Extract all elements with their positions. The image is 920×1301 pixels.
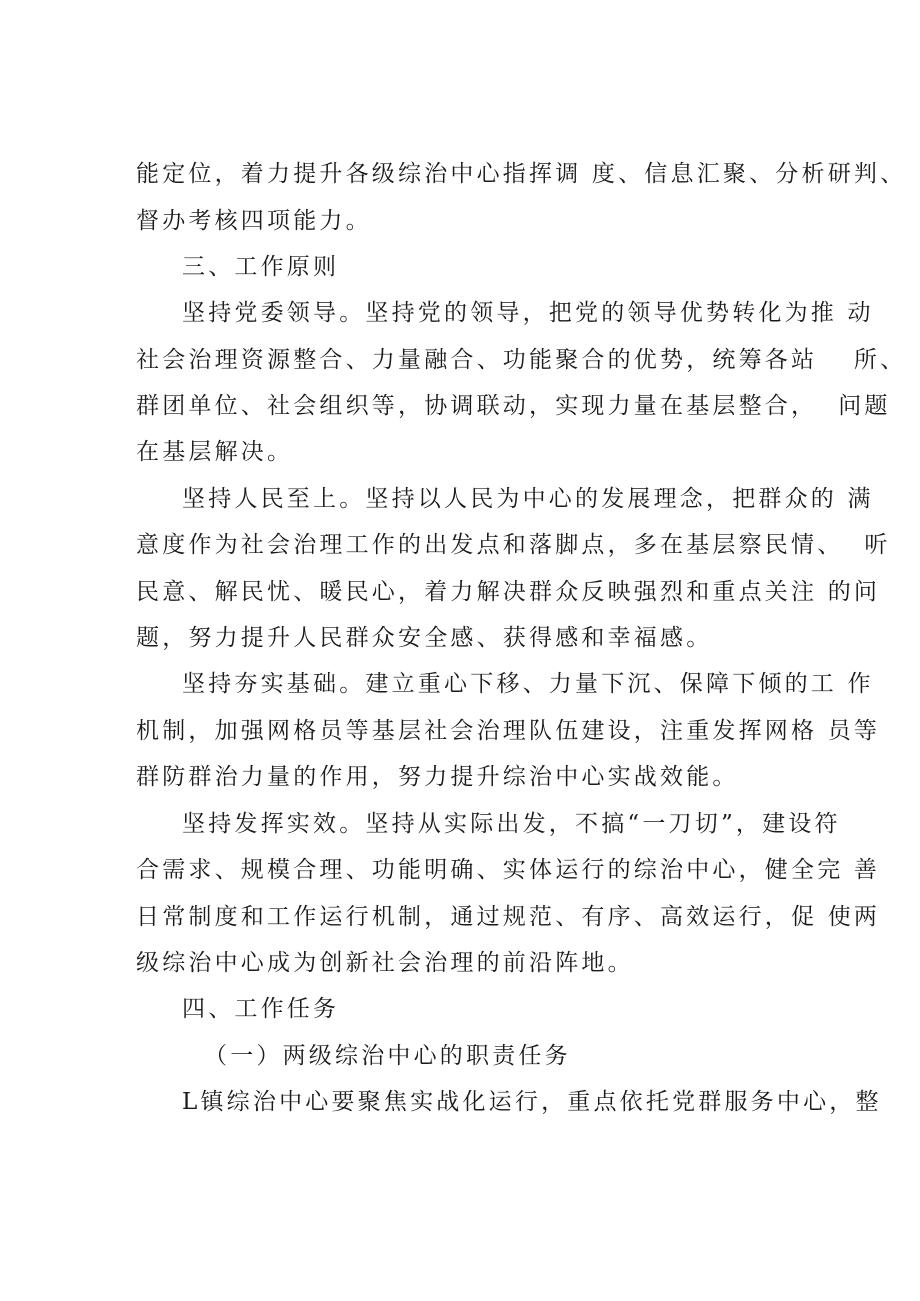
paragraph-line: 日常制度和工作运行机制，通过规范、有序、高效运行，促 使两 — [136, 904, 881, 930]
paragraph-line: 能定位，着力提升各级综治中心指挥调 度、信息汇聚、分析研判、 — [136, 161, 907, 187]
paragraph-line: 督办考核四项能力。 — [136, 208, 372, 234]
paragraph-line: 题，努力提升人民群众安全感、获得感和幸福感。 — [136, 625, 713, 651]
section-heading: 三、工作原则 — [182, 254, 340, 280]
paragraph-line: 在基层解决。 — [136, 439, 294, 465]
section-heading: 四、工作任务 — [182, 996, 340, 1022]
paragraph-line: 坚持党委领导。坚持党的领导，把党的领导优势转化为推 动 — [182, 300, 874, 326]
paragraph-line: 坚持夯实基础。建立重心下移、力量下沉、保障下倾的工 作 — [182, 671, 874, 697]
paragraph-line: 群团单位、社会组织等，协调联动，实现力量在基层整合， 问题 — [136, 393, 891, 419]
paragraph-line: 社会治理资源整合、力量融合、功能聚合的优势，统筹各站 所、 — [136, 347, 907, 373]
paragraph-line: 机制，加强网格员等基层社会治理队伍建设，注重发挥网格 员等 — [136, 718, 881, 744]
paragraph-line: L镇综治中心要聚焦实战化运行，重点依托党群服务中心，整 — [182, 1089, 882, 1115]
paragraph-line: 坚持发挥实效。坚持从实际出发，不搞“一刀切”，建设符 — [182, 811, 841, 837]
paragraph-line: 民意、解民忧、暖民心，着力解决群众反映强烈和重点关注 的问 — [136, 579, 881, 605]
paragraph-line: 级综治中心成为创新社会治理的前沿阵地。 — [136, 950, 634, 976]
paragraph-line: 意度作为社会治理工作的出发点和落脚点，多在基层察民情、 听 — [136, 532, 891, 558]
paragraph-line: 坚持人民至上。坚持以人民为中心的发展理念，把群众的 满 — [182, 486, 874, 512]
paragraph-line: 群防群治力量的作用，努力提升综治中心实战效能。 — [136, 764, 739, 790]
paragraph-line: 合需求、规模合理、功能明确、实体运行的综治中心，健全完 善 — [136, 857, 881, 883]
subsection-heading: （一）两级综治中心的职责任务 — [204, 1043, 571, 1069]
